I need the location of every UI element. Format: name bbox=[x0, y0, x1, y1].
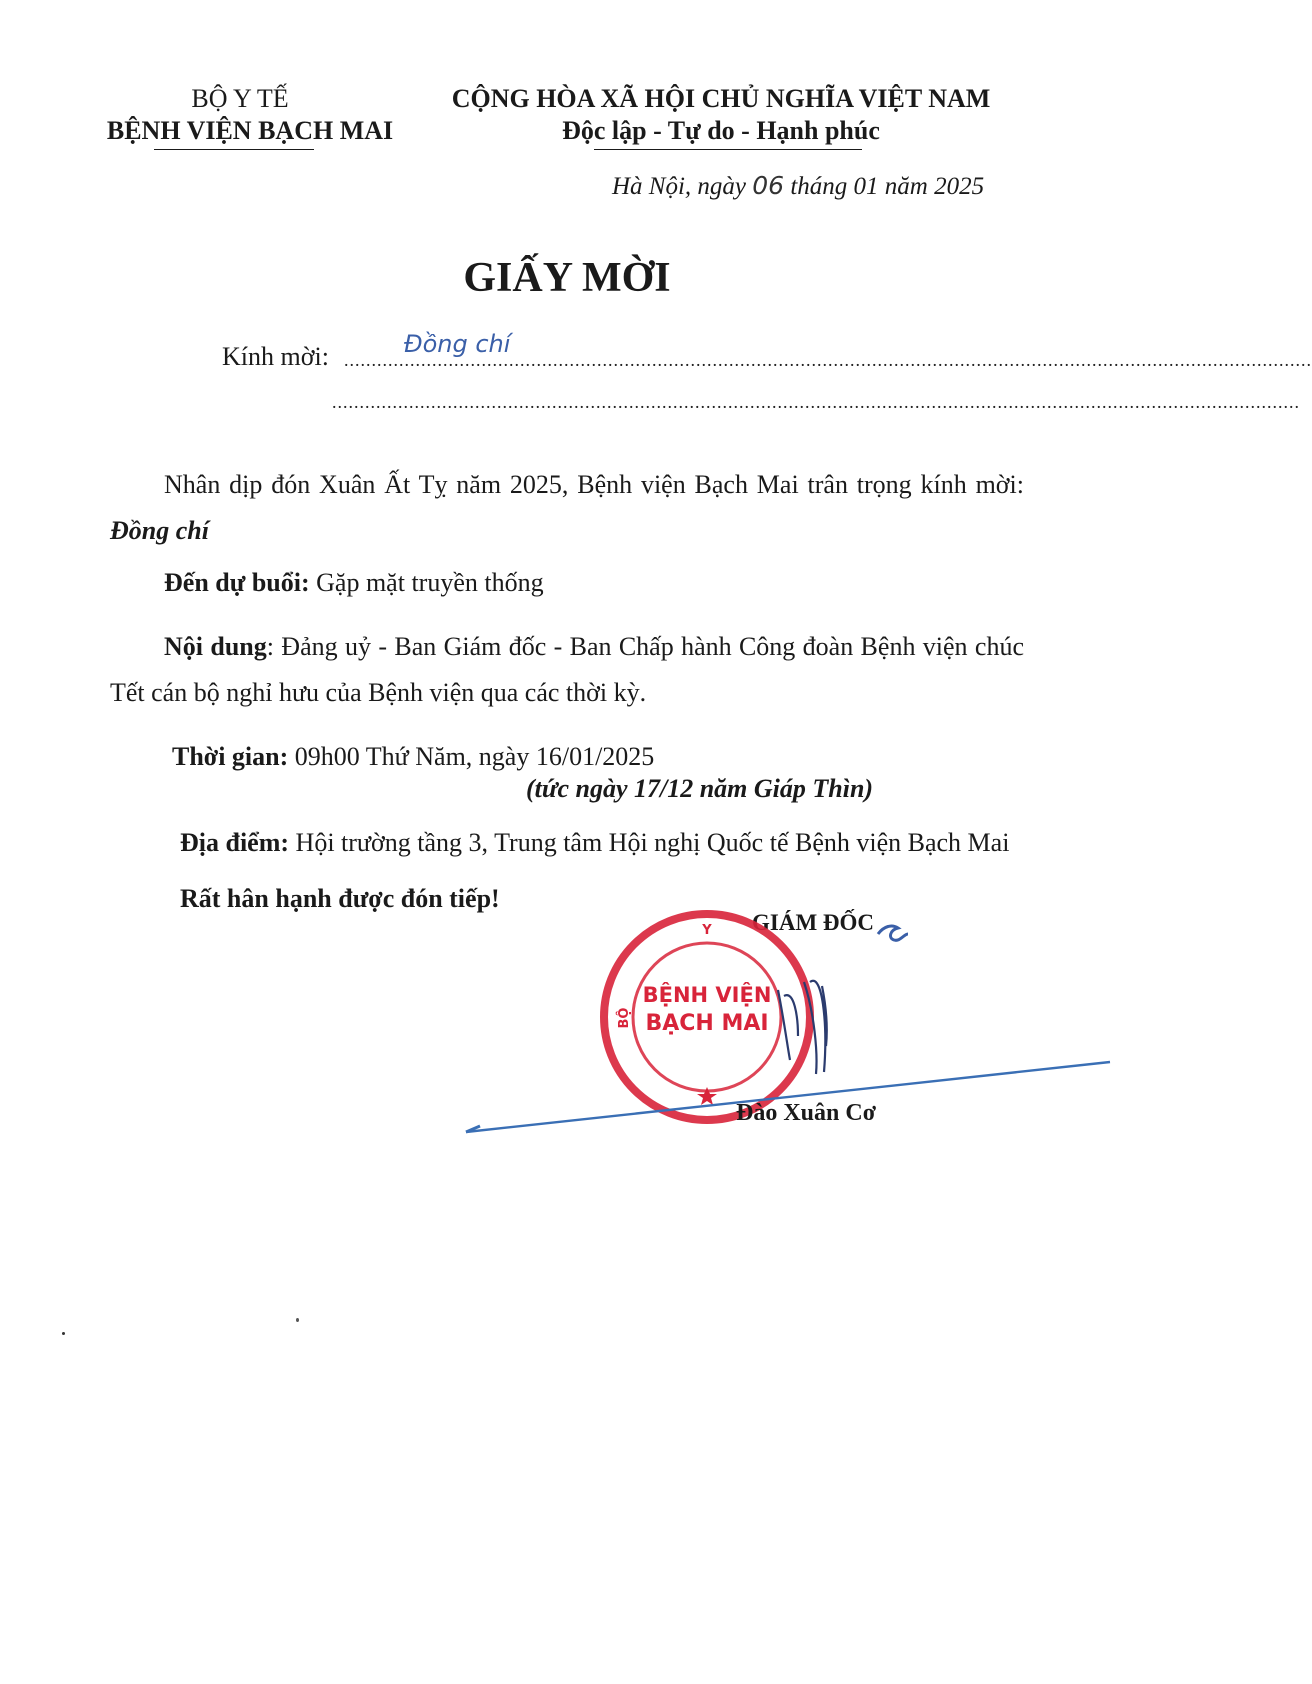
intro-text: Nhân dịp đón Xuân Ất Tỵ năm 2025, Bệnh viện Bạch Mai trân trọng kính mời: bbox=[164, 470, 1024, 499]
intro-name: Đồng chí bbox=[110, 516, 209, 545]
content-label: Nội dung bbox=[164, 632, 267, 661]
hospital-name: BỆNH VIỆN BẠCH MAI bbox=[106, 116, 394, 145]
date-day: 06 bbox=[752, 171, 785, 200]
time-line bbox=[172, 740, 654, 774]
seal-left-letters: BỘ bbox=[617, 1007, 632, 1029]
date-prefix: Hà Nội, ngày bbox=[612, 173, 747, 200]
date-line bbox=[612, 170, 984, 203]
ministry-name: BỘ Y TẾ bbox=[191, 84, 289, 113]
event-line bbox=[164, 566, 544, 600]
intro-paragraph bbox=[110, 462, 1024, 554]
scan-speck bbox=[62, 1332, 65, 1335]
national-motto: Độc lập - Tự do - Hạnh phúc bbox=[562, 116, 880, 145]
place-value: Hội trường tầng 3, Trung tâm Hội nghị Quốc tế Bệnh viện Bạch Mai bbox=[295, 828, 1010, 857]
recipient-handwritten: Đồng chí bbox=[404, 330, 511, 358]
hospital-underline bbox=[154, 149, 314, 150]
scan-speck bbox=[296, 1318, 299, 1322]
signer-position: GIÁM ĐỐC bbox=[752, 910, 875, 935]
closing-line: Rất hân hạnh được đón tiếp! bbox=[180, 884, 500, 913]
document-title: GIẤY MỜI bbox=[463, 255, 671, 301]
date-rest: tháng 01 năm 2025 bbox=[790, 173, 985, 200]
lunar-note: (tức ngày 17/12 năm Giáp Thìn) bbox=[526, 774, 874, 803]
recipient-dotted-line-1: ................................................................................................................................................................................ bbox=[344, 350, 1312, 370]
place-label: Địa điểm: bbox=[180, 828, 290, 857]
seal-top-letter: Y bbox=[702, 923, 712, 938]
content-value: : Đảng uỷ - Ban Giám đốc - Ban Chấp hành Công đoàn Bệnh viện chúc Tết cán bộ nghỉ hưu của Bệnh viện qua các thời kỳ. bbox=[110, 632, 1024, 707]
country-name: CỘNG HÒA XÃ HỘI CHỦ NGHĨA VIỆT NAM bbox=[451, 84, 991, 113]
recipient-dotted-line-2: ................................................................................................................................................................................ bbox=[332, 392, 1300, 412]
content-paragraph bbox=[110, 624, 1024, 716]
time-value: 09h00 Thứ Năm, ngày 16/01/2025 bbox=[294, 742, 655, 771]
motto-underline bbox=[594, 149, 862, 150]
seal-line-1: BỆNH VIỆN bbox=[642, 983, 772, 1007]
time-label: Thời gian: bbox=[172, 742, 289, 771]
event-value: Gặp mặt truyền thống bbox=[316, 568, 544, 597]
signature-initials-icon bbox=[878, 926, 908, 940]
recipient-label: Kính mời: bbox=[222, 342, 329, 371]
event-label: Đến dự buổi: bbox=[164, 568, 310, 597]
place-line bbox=[180, 826, 1009, 860]
seal-line-2: BẠCH MAI bbox=[645, 1011, 769, 1036]
signer-name: Đào Xuân Cơ bbox=[736, 1100, 876, 1126]
